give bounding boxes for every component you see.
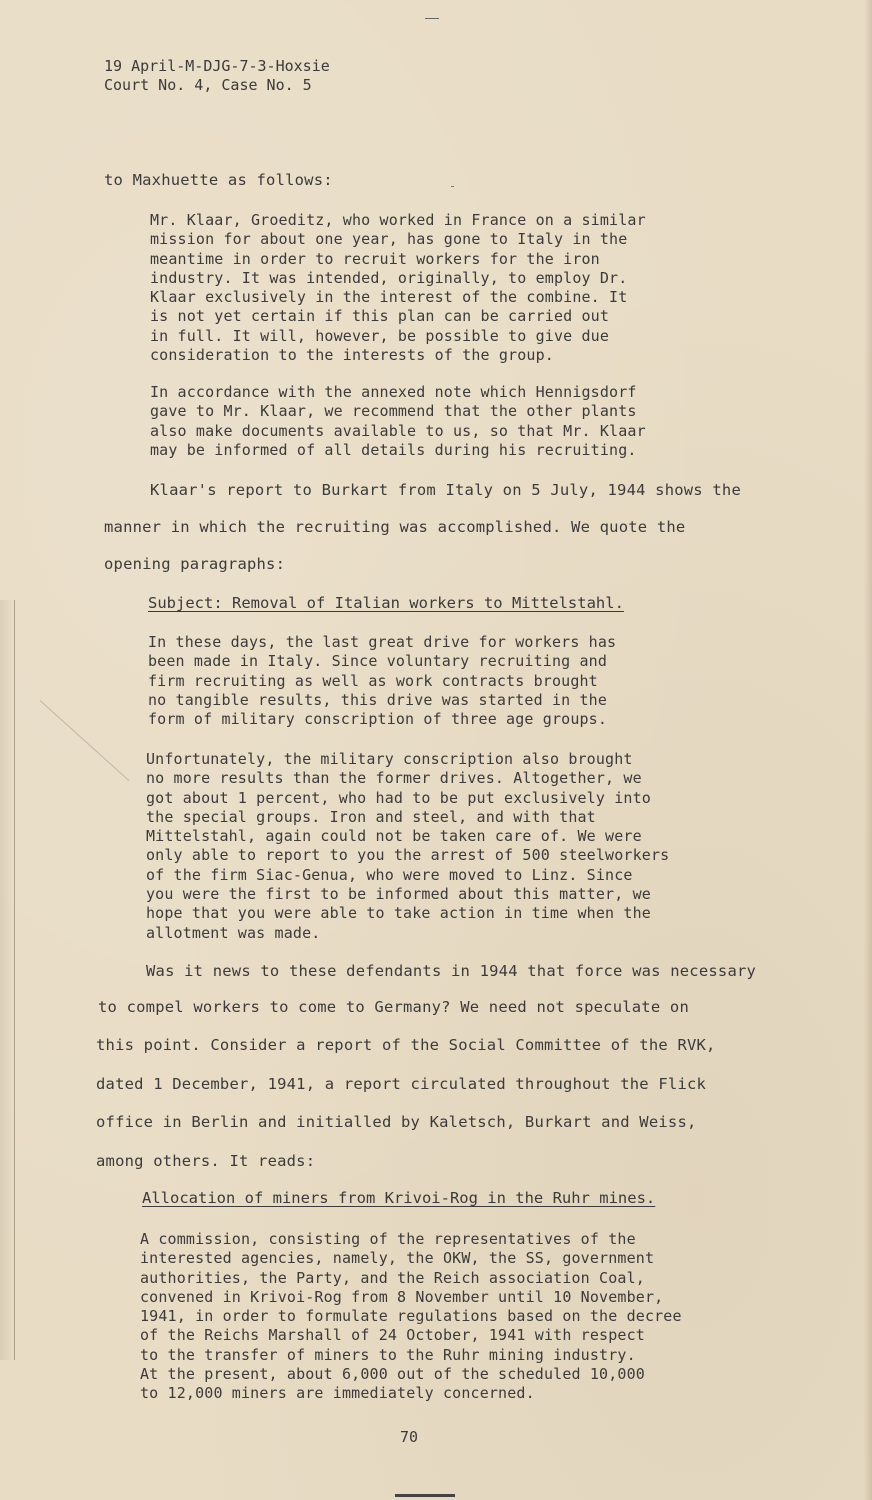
- quote1-paragraph-1: Mr. Klaar, Groeditz, who worked in France on a similar mission for about one year, has gone to Italy in the meantime in order to recruit workers for the iron industry. It was intended, originally, to employ Dr. Klaar exclusively in the interest of the combine. It is not yet certain if this plan can be carried out in full. It will, however, be possible to give due consideration to the interests of the group.: [150, 211, 646, 365]
- page-number: 70: [400, 1428, 419, 1446]
- quote1-paragraph-2: In accordance with the annexed note which Hennigsdorf gave to Mr. Klaar, we recommend that the other plants also make documents available to us, so that Mr. Klaar may be informed of all details during his recruiting.: [150, 383, 646, 459]
- intro-line: to Maxhuette as follows:: [104, 171, 333, 189]
- body1-line-1: Klaar's report to Burkart from Italy on 5 July, 1944 shows the: [150, 481, 741, 499]
- bottom-mark: [395, 1494, 455, 1497]
- body2-line-1: Was it news to these defendants in 1944 that force was necessary: [146, 962, 757, 980]
- quote3-paragraph-1: A commission, consisting of the representatives of the interested agencies, namely, the OKW, the SS, government authorities, the Party, and the Reich association Coal, convened in Krivoi-Rog from 8 November until 10 November, 1941, in order to formulate regulations based on the decree of the Reichs Marshall of 24 October, 1941 with respect to the transfer of miners to the Ruhr mining industry. At the present, about 6,000 out of the scheduled 10,000 to 12,000 miners are immediately concerned.: [140, 1230, 682, 1403]
- quote2-subject: Subject: Removal of Italian workers to Mittelstahl.: [148, 594, 624, 612]
- paper-edge-right: [864, 0, 872, 1500]
- paper-edge-left: [0, 600, 15, 1360]
- body2-line-2: to compel workers to come to Germany? We need not speculate on: [98, 998, 689, 1016]
- header-line-2: Court No. 4, Case No. 5: [104, 76, 312, 94]
- body2-line-5: office in Berlin and initialled by Kaletsch, Burkart and Weiss,: [96, 1113, 697, 1131]
- quote3-subject: Allocation of miners from Krivoi-Rog in the Ruhr mines.: [142, 1189, 656, 1207]
- quote2-paragraph-1: In these days, the last great drive for workers has been made in Italy. Since voluntary recruiting and firm recruiting as well as work contracts brought no tangible results, this drive was started in the form of military conscription of three age groups.: [148, 633, 617, 729]
- body2-line-4: dated 1 December, 1941, a report circulated throughout the Flick: [96, 1075, 707, 1093]
- body1-line-3: opening paragraphs:: [104, 555, 286, 573]
- header-line-1: 19 April-M-DJG-7-3-Hoxsie: [104, 57, 330, 75]
- top-mark: [425, 18, 439, 19]
- body2-line-3: this point. Consider a report of the Social Committee of the RVK,: [96, 1036, 716, 1054]
- paper-crease: [40, 700, 130, 781]
- body1-line-2: manner in which the recruiting was accomplished. We quote the: [104, 518, 686, 536]
- quote2-paragraph-2: Unfortunately, the military conscription also brought no more results than the former drives. Altogether, we got about 1 percent, who had to be put exclusively into the special groups. Iron and steel, and with that Mittelstahl, again could not be taken care of. We were only able to report to you the arrest of 500 steelworkers of the firm Siac-Genua, who were moved to Linz. Since you were the first to be informed about this matter, we hope that you were able to take action in time when the allotment was made.: [146, 750, 670, 942]
- body2-line-6: among others. It reads:: [96, 1152, 316, 1170]
